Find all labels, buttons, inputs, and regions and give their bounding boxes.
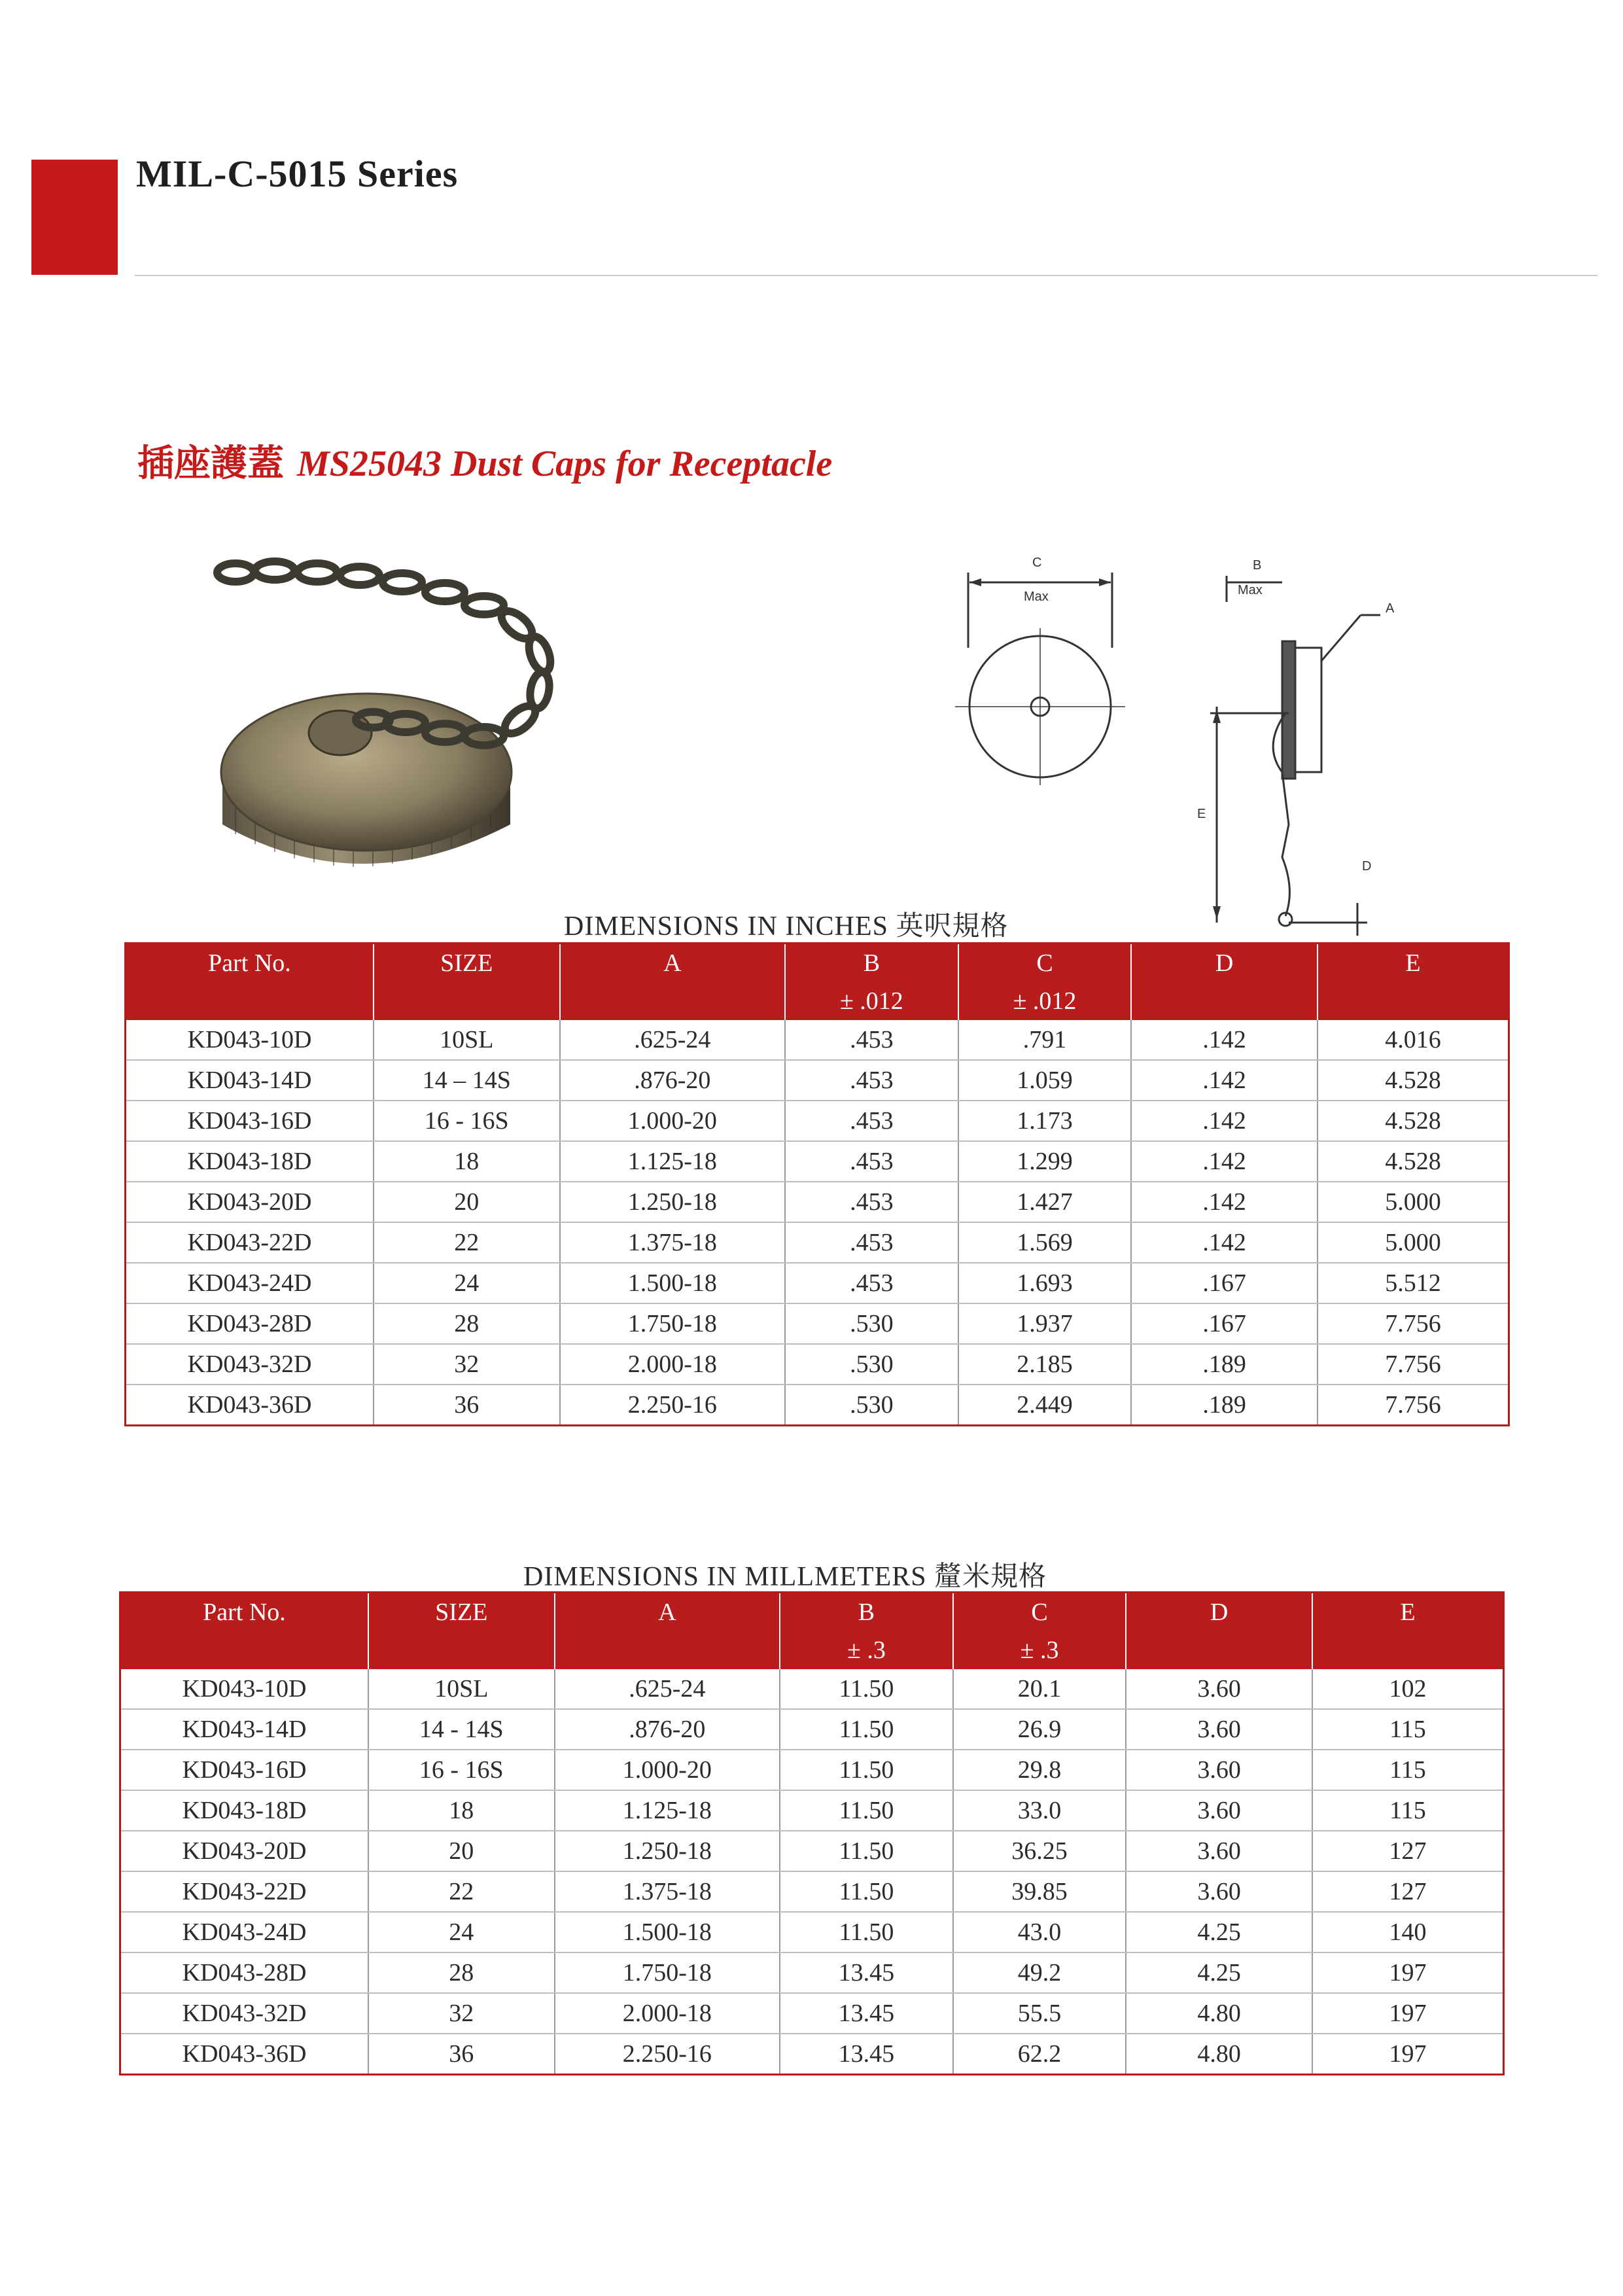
col-header: SIZE: [374, 944, 560, 1021]
table-cell: 22: [374, 1222, 560, 1263]
table-cell: .530: [785, 1385, 958, 1426]
table-cell: 14 – 14S: [374, 1060, 560, 1101]
table-cell: 4.80: [1126, 1993, 1312, 2034]
table-cell: .189: [1131, 1344, 1318, 1385]
inches-table-caption: DIMENSIONS IN INCHES 英呎規格: [564, 911, 1009, 942]
table-cell: 10SL: [374, 1020, 560, 1060]
table-row: [126, 1222, 1509, 1263]
table-cell: 36.25: [953, 1831, 1126, 1871]
table-cell: .530: [785, 1303, 958, 1344]
table-cell: 197: [1312, 1993, 1504, 2034]
table-cell: 4.016: [1318, 1020, 1509, 1060]
table-cell: 11.50: [780, 1790, 953, 1831]
part-number-cell: KD043-24D: [120, 1912, 368, 1952]
col-header: A: [560, 944, 786, 1021]
mm-table-caption: DIMENSIONS IN MILLMETERS 釐米規格: [523, 1562, 1047, 1592]
table-cell: 13.45: [780, 2034, 953, 2075]
table-cell: 1.299: [958, 1141, 1132, 1182]
dim-label-c-max: Max: [1024, 590, 1049, 604]
part-number-cell: KD043-16D: [126, 1101, 374, 1141]
col-header: C ± .3: [953, 1593, 1126, 1670]
table-cell: .167: [1131, 1263, 1318, 1303]
table-cell: 2.000-18: [555, 1993, 780, 2034]
table-cell: 28: [368, 1952, 555, 1993]
table-row: [126, 1060, 1509, 1101]
table-cell: 13.45: [780, 1952, 953, 1993]
table-cell: 32: [374, 1344, 560, 1385]
section-title: [137, 434, 832, 487]
table-cell: .142: [1131, 1060, 1318, 1101]
table-cell: 10SL: [368, 1669, 555, 1709]
section-title-en: MS25043 Dust Caps for Receptacle: [297, 444, 833, 484]
inches-header-row: [126, 944, 1509, 1021]
table-cell: 20: [374, 1182, 560, 1222]
mm-header-row: [120, 1593, 1504, 1670]
table-cell: 2.250-16: [560, 1385, 786, 1426]
table-cell: 29.8: [953, 1750, 1126, 1790]
dim-label-a: A: [1386, 601, 1395, 616]
dim-label-b-max: Max: [1238, 583, 1263, 597]
table-row: [120, 1750, 1504, 1790]
table-cell: .142: [1131, 1182, 1318, 1222]
table-cell: 2.185: [958, 1344, 1132, 1385]
table-row: [126, 1020, 1509, 1060]
table-cell: 3.60: [1126, 1669, 1312, 1709]
part-number-cell: KD043-14D: [120, 1709, 368, 1750]
table-cell: 49.2: [953, 1952, 1126, 1993]
front-view-drawing: [955, 550, 1145, 798]
part-number-cell: KD043-28D: [120, 1952, 368, 1993]
table-row: [126, 1385, 1509, 1426]
table-cell: 3.60: [1126, 1790, 1312, 1831]
col-header: E: [1312, 1593, 1504, 1670]
table-cell: 16 - 16S: [374, 1101, 560, 1141]
table-cell: 1.000-20: [560, 1101, 786, 1141]
table-row: [120, 1790, 1504, 1831]
table-cell: 1.000-20: [555, 1750, 780, 1790]
part-number-cell: KD043-18D: [120, 1790, 368, 1831]
table-cell: .625-24: [560, 1020, 786, 1060]
col-header: C ± .012: [958, 944, 1132, 1021]
table-cell: 127: [1312, 1831, 1504, 1871]
part-number-cell: KD043-32D: [126, 1344, 374, 1385]
col-header: SIZE: [368, 1593, 555, 1670]
table-cell: .530: [785, 1344, 958, 1385]
table-row: [126, 1344, 1509, 1385]
table-cell: 2.000-18: [560, 1344, 786, 1385]
table-cell: 1.427: [958, 1182, 1132, 1222]
table-cell: 1.125-18: [555, 1790, 780, 1831]
table-row: [120, 2034, 1504, 2075]
table-cell: 11.50: [780, 1750, 953, 1790]
part-number-cell: KD043-10D: [126, 1020, 374, 1060]
table-cell: 1.750-18: [555, 1952, 780, 1993]
table-cell: .876-20: [560, 1060, 786, 1101]
part-number-cell: KD043-18D: [126, 1141, 374, 1182]
part-number-cell: KD043-28D: [126, 1303, 374, 1344]
table-cell: 7.756: [1318, 1385, 1509, 1426]
section-title-cn: 插座護蓋: [137, 444, 284, 484]
table-cell: 1.375-18: [560, 1222, 786, 1263]
table-cell: 33.0: [953, 1790, 1126, 1831]
table-cell: 4.25: [1126, 1952, 1312, 1993]
col-header: A: [555, 1593, 780, 1670]
table-row: [120, 1912, 1504, 1952]
table-cell: .142: [1131, 1222, 1318, 1263]
table-cell: 7.756: [1318, 1344, 1509, 1385]
table-cell: 1.173: [958, 1101, 1132, 1141]
table-cell: 36: [368, 2034, 555, 2075]
table-cell: 1.693: [958, 1263, 1132, 1303]
table-row: [120, 1993, 1504, 2034]
dim-label-e: E: [1197, 807, 1206, 821]
table-cell: 4.528: [1318, 1060, 1509, 1101]
table-cell: 39.85: [953, 1871, 1126, 1912]
table-cell: 3.60: [1126, 1709, 1312, 1750]
table-row: [126, 1101, 1509, 1141]
table-cell: 11.50: [780, 1912, 953, 1952]
part-number-cell: KD043-16D: [120, 1750, 368, 1790]
part-number-cell: KD043-20D: [126, 1182, 374, 1222]
table-cell: 127: [1312, 1871, 1504, 1912]
table-cell: 3.60: [1126, 1831, 1312, 1871]
table-cell: 197: [1312, 2034, 1504, 2075]
table-cell: 1.375-18: [555, 1871, 780, 1912]
table-cell: 11.50: [780, 1669, 953, 1709]
table-cell: 102: [1312, 1669, 1504, 1709]
table-cell: 11.50: [780, 1831, 953, 1871]
table-row: [126, 1263, 1509, 1303]
part-number-cell: KD043-20D: [120, 1831, 368, 1871]
table-row: [126, 1141, 1509, 1182]
table-cell: .453: [785, 1060, 958, 1101]
table-cell: 1.569: [958, 1222, 1132, 1263]
table-cell: 16 - 16S: [368, 1750, 555, 1790]
table-row: [120, 1871, 1504, 1912]
table-cell: 3.60: [1126, 1750, 1312, 1790]
table-cell: .453: [785, 1101, 958, 1141]
dim-label-d: D: [1362, 859, 1372, 874]
table-cell: 22: [368, 1871, 555, 1912]
table-cell: 28: [374, 1303, 560, 1344]
part-number-cell: KD043-22D: [126, 1222, 374, 1263]
table-cell: 26.9: [953, 1709, 1126, 1750]
dim-label-b: B: [1253, 558, 1262, 573]
red-accent-block: [31, 160, 118, 275]
table-cell: 140: [1312, 1912, 1504, 1952]
table-row: [120, 1952, 1504, 1993]
table-cell: 1.250-18: [555, 1831, 780, 1871]
col-header: D: [1131, 944, 1318, 1021]
inches-dimensions-table: [124, 942, 1510, 1426]
table-row: [126, 1303, 1509, 1344]
part-number-cell: KD043-14D: [126, 1060, 374, 1101]
table-cell: 55.5: [953, 1993, 1126, 2034]
table-cell: .453: [785, 1141, 958, 1182]
table-cell: 24: [374, 1263, 560, 1303]
col-header: B ± .3: [780, 1593, 953, 1670]
table-cell: 2.250-16: [555, 2034, 780, 2075]
table-cell: .142: [1131, 1141, 1318, 1182]
table-cell: 14 - 14S: [368, 1709, 555, 1750]
part-number-cell: KD043-36D: [126, 1385, 374, 1426]
table-cell: 115: [1312, 1790, 1504, 1831]
table-cell: 5.512: [1318, 1263, 1509, 1303]
col-header: Part No.: [120, 1593, 368, 1670]
table-cell: .453: [785, 1222, 958, 1263]
table-cell: 1.125-18: [560, 1141, 786, 1182]
table-cell: 115: [1312, 1709, 1504, 1750]
table-cell: 3.60: [1126, 1871, 1312, 1912]
dim-label-c: C: [1032, 556, 1042, 570]
table-cell: 197: [1312, 1952, 1504, 1993]
table-cell: 20.1: [953, 1669, 1126, 1709]
table-cell: 24: [368, 1912, 555, 1952]
table-cell: 4.528: [1318, 1141, 1509, 1182]
table-cell: 1.937: [958, 1303, 1132, 1344]
table-cell: .453: [785, 1182, 958, 1222]
table-cell: 11.50: [780, 1709, 953, 1750]
table-cell: 4.528: [1318, 1101, 1509, 1141]
table-cell: 1.500-18: [555, 1912, 780, 1952]
table-cell: 36: [374, 1385, 560, 1426]
table-row: [120, 1669, 1504, 1709]
dust-cap-photo: [209, 537, 837, 903]
table-cell: .453: [785, 1020, 958, 1060]
part-number-cell: KD043-24D: [126, 1263, 374, 1303]
table-cell: 5.000: [1318, 1182, 1509, 1222]
col-header: B ± .012: [785, 944, 958, 1021]
table-cell: 18: [368, 1790, 555, 1831]
table-cell: .142: [1131, 1101, 1318, 1141]
table-cell: 1.250-18: [560, 1182, 786, 1222]
table-cell: 1.059: [958, 1060, 1132, 1101]
table-cell: 43.0: [953, 1912, 1126, 1952]
table-cell: 1.500-18: [560, 1263, 786, 1303]
part-number-cell: KD043-10D: [120, 1669, 368, 1709]
table-cell: 13.45: [780, 1993, 953, 2034]
table-cell: 2.449: [958, 1385, 1132, 1426]
col-header: E: [1318, 944, 1509, 1021]
table-cell: 4.25: [1126, 1912, 1312, 1952]
table-cell: 18: [374, 1141, 560, 1182]
part-number-cell: KD043-36D: [120, 2034, 368, 2075]
table-row: [120, 1831, 1504, 1871]
header-divider: [135, 275, 1597, 276]
table-cell: .142: [1131, 1020, 1318, 1060]
table-cell: 62.2: [953, 2034, 1126, 2075]
table-cell: .791: [958, 1020, 1132, 1060]
table-cell: 20: [368, 1831, 555, 1871]
part-number-cell: KD043-22D: [120, 1871, 368, 1912]
side-view-drawing: [1191, 550, 1426, 936]
table-cell: 4.80: [1126, 2034, 1312, 2075]
table-cell: .453: [785, 1263, 958, 1303]
table-cell: 11.50: [780, 1871, 953, 1912]
table-row: [120, 1709, 1504, 1750]
series-title: MIL-C-5015 Series: [136, 152, 459, 195]
table-cell: .625-24: [555, 1669, 780, 1709]
table-cell: .167: [1131, 1303, 1318, 1344]
table-cell: .876-20: [555, 1709, 780, 1750]
table-cell: 1.750-18: [560, 1303, 786, 1344]
part-number-cell: KD043-32D: [120, 1993, 368, 2034]
table-cell: 115: [1312, 1750, 1504, 1790]
col-header: Part No.: [126, 944, 374, 1021]
table-cell: 7.756: [1318, 1303, 1509, 1344]
mm-dimensions-table: [119, 1591, 1505, 2075]
table-row: [126, 1182, 1509, 1222]
col-header: D: [1126, 1593, 1312, 1670]
table-cell: .189: [1131, 1385, 1318, 1426]
table-cell: 32: [368, 1993, 555, 2034]
table-cell: 5.000: [1318, 1222, 1509, 1263]
